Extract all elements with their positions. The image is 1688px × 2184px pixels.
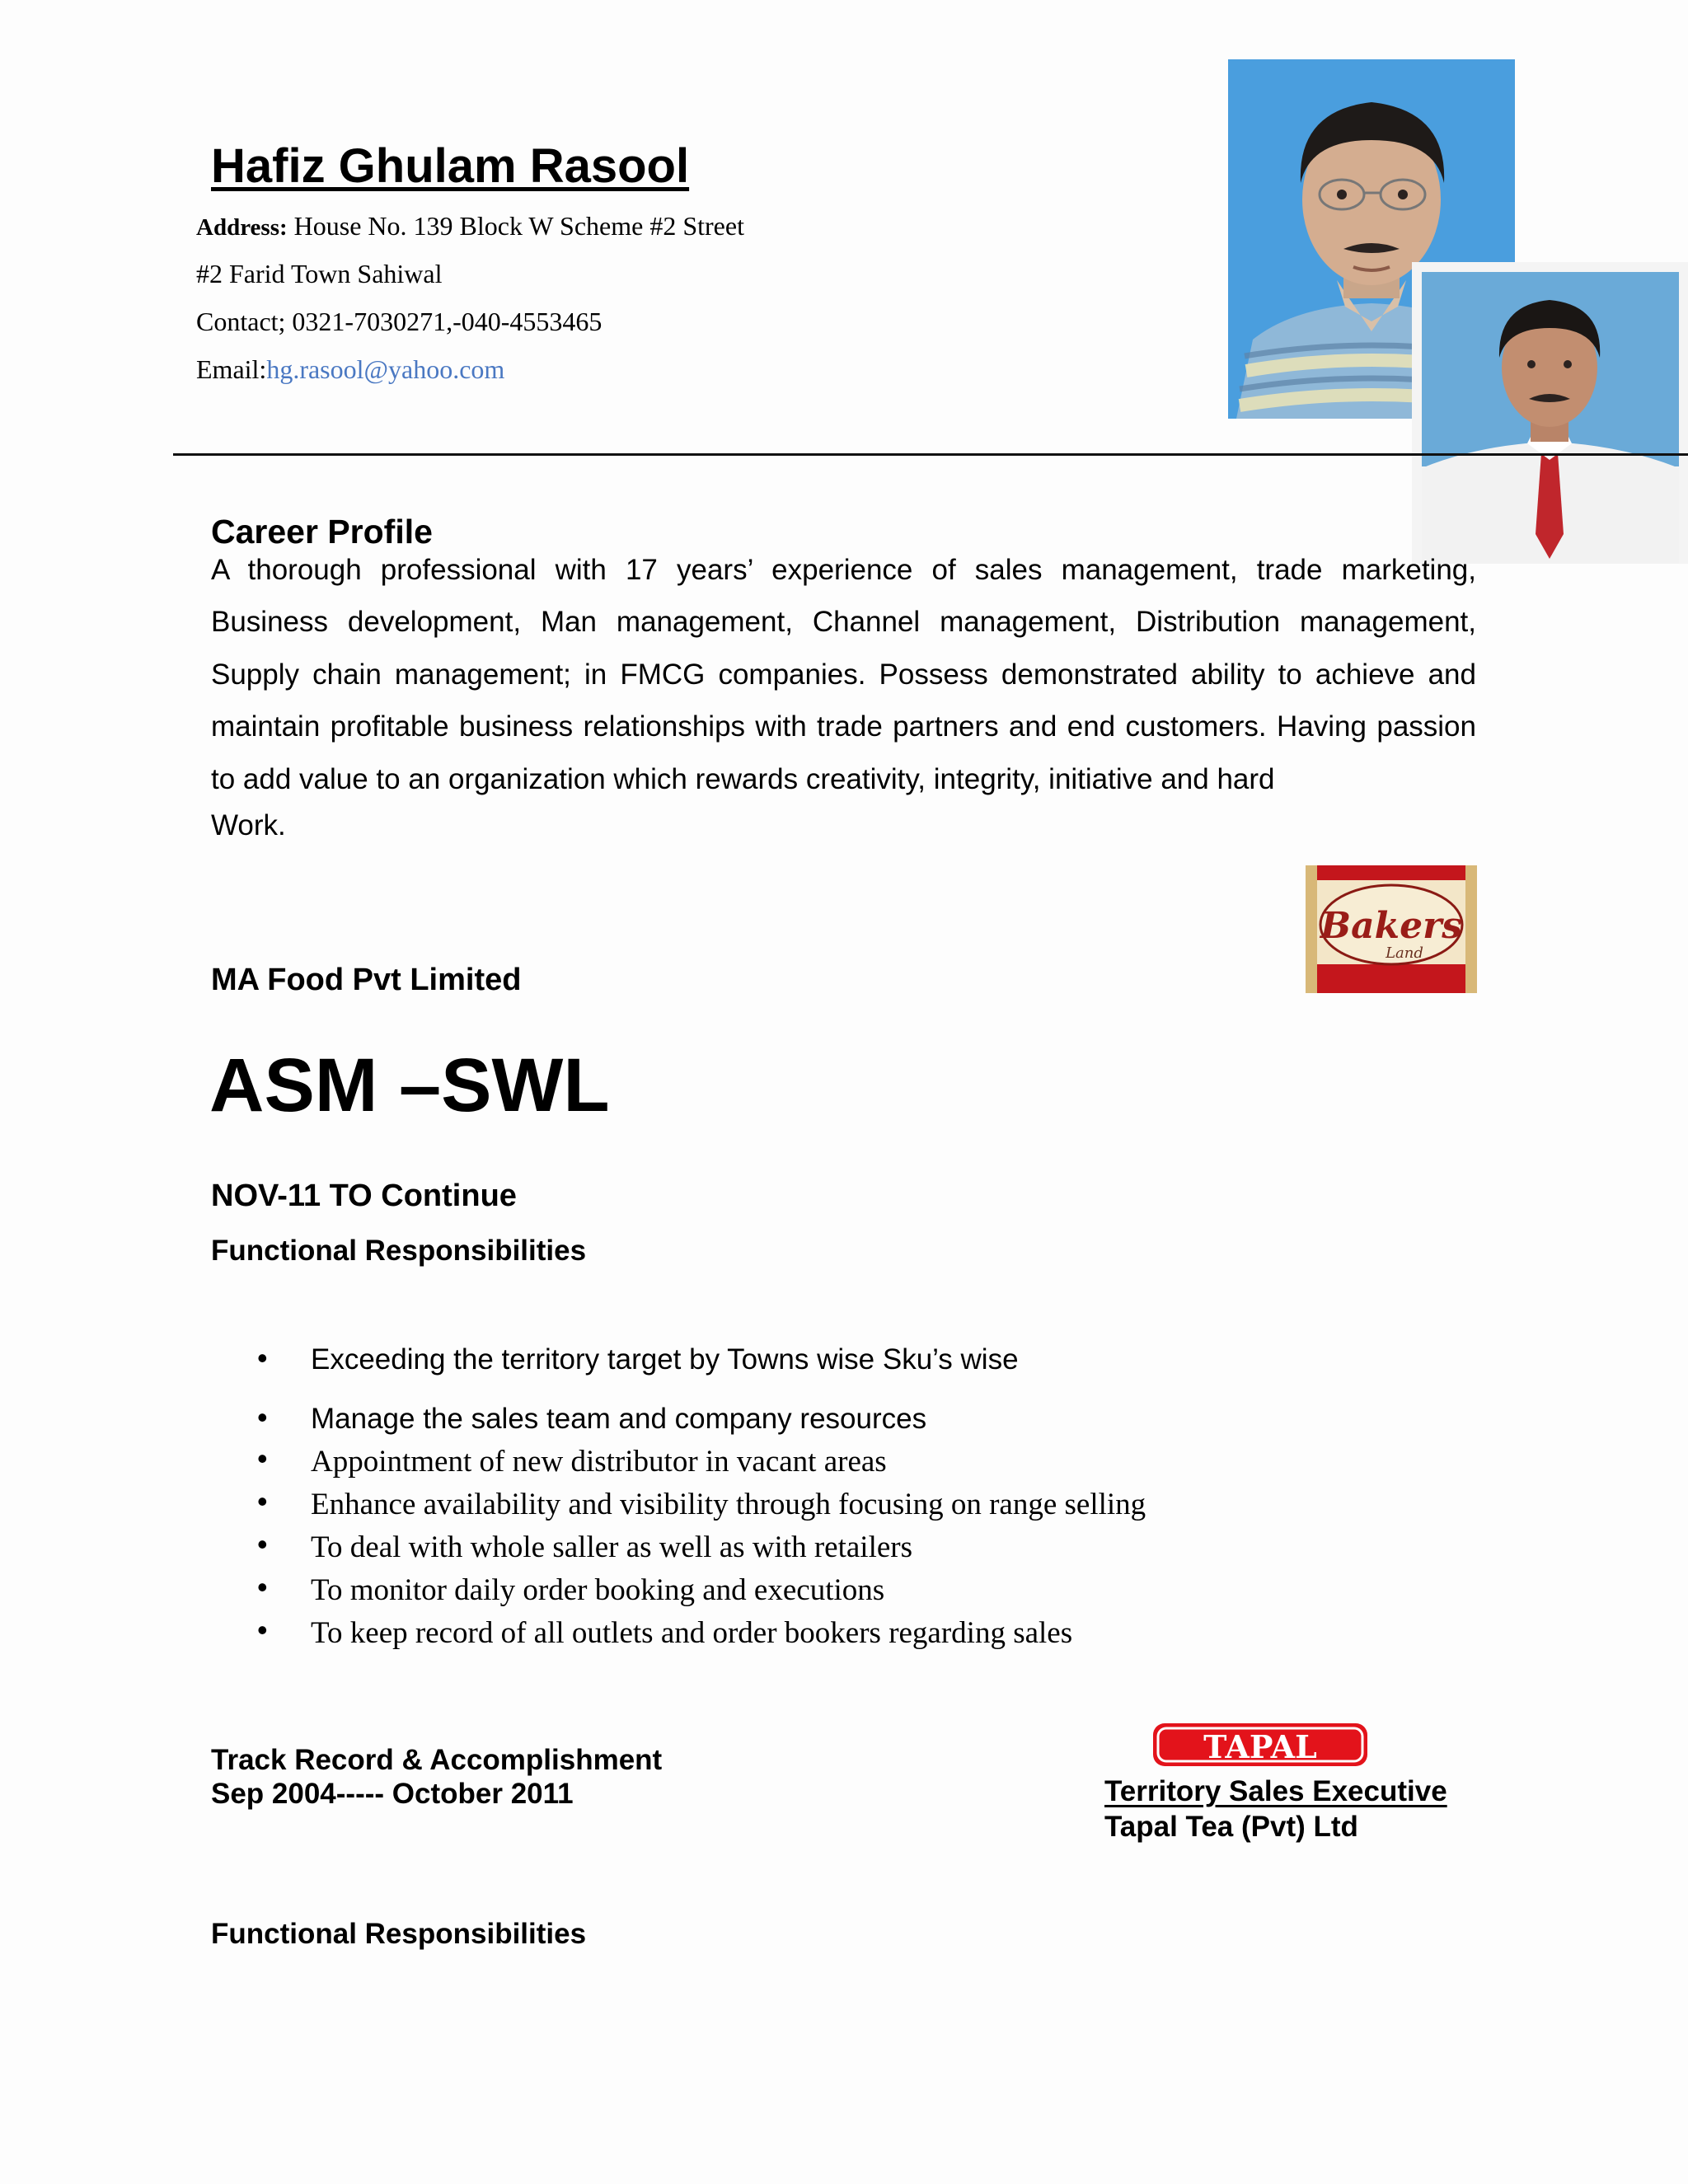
address-line-1 [196, 211, 744, 241]
bullet-icon: • [257, 1341, 268, 1375]
bullet-icon: • [257, 1400, 268, 1434]
list-item-text: Enhance availability and visibility through focusing on range selling [311, 1488, 1146, 1521]
address-text: House No. 139 Block W Scheme #2 Street [287, 211, 744, 241]
career-profile-paragraph: A thorough professional with 17 years’ experience of sales management, trade marketing, Business development, Man management, Channel management, Distribution management, Supply chain management; in FMCG companies. Possess demonstrated ability to achieve and maintain profitable business relationships with trade partners and end customers. Having passion to add value to an organization which rewards creativity, integrity, initiative and hard [211, 554, 1476, 795]
bullet-icon: • [257, 1613, 268, 1647]
functional-responsibilities-heading-2: Functional Responsibilities [211, 1918, 587, 1950]
profile-photo-secondary [1412, 262, 1688, 564]
functional-responsibilities-heading: Functional Responsibilities [211, 1235, 587, 1267]
track-record-heading: Track Record & Accomplishment [211, 1744, 663, 1776]
list-item-text: To deal with whole saller as well as with retailers [311, 1530, 912, 1564]
bullet-icon: • [257, 1484, 268, 1518]
email-line [196, 354, 504, 385]
contact-line: Contact; 0321-7030271,-040-4553465 [196, 307, 603, 336]
list-item-text: Exceeding the territory target by Towns wise Sku’s wise [311, 1343, 1019, 1376]
list-item-text: To keep record of all outlets and order bookers regarding sales [311, 1616, 1073, 1650]
job2-company: Tapal Tea (Pvt) Ltd [1104, 1811, 1358, 1843]
company-name: MA Food Pvt Limited [211, 963, 522, 997]
job-period: NOV-11 TO Continue [211, 1179, 517, 1213]
career-profile-heading: Career Profile [211, 513, 433, 551]
list-item-text: Appointment of new distributor in vacant areas [311, 1445, 887, 1479]
bullet-icon: • [257, 1570, 268, 1604]
bakers-land-logo [1306, 865, 1477, 993]
bakers-logo-subtext: Land [1386, 944, 1423, 962]
tapal-logo [1152, 1722, 1368, 1767]
candidate-name: Hafiz Ghulam Rasool [211, 139, 690, 193]
email-link[interactable]: hg.rasool@yahoo.com [266, 354, 505, 384]
bullet-icon: • [257, 1441, 268, 1475]
bakers-logo-text: Bakers [1320, 905, 1463, 947]
portrait-photo-2 [1412, 262, 1688, 564]
header-divider [173, 453, 1688, 456]
tapal-logo-text: TAPAL [1203, 1728, 1317, 1765]
list-item-text: Manage the sales team and company resources [311, 1403, 927, 1435]
job-role: ASM –SWL [209, 1043, 610, 1127]
address-line-2: #2 Farid Town Sahiwal [196, 259, 443, 288]
email-label: Email: [196, 354, 267, 384]
bullet-icon: • [257, 1527, 268, 1561]
job2-title: Territory Sales Executive [1104, 1775, 1447, 1807]
job2-period: Sep 2004----- October 2011 [211, 1778, 574, 1810]
career-profile-paragraph-end: Work. [211, 809, 286, 841]
address-label: Address: [196, 214, 288, 241]
list-item-text: To monitor daily order booking and executions [311, 1573, 885, 1607]
